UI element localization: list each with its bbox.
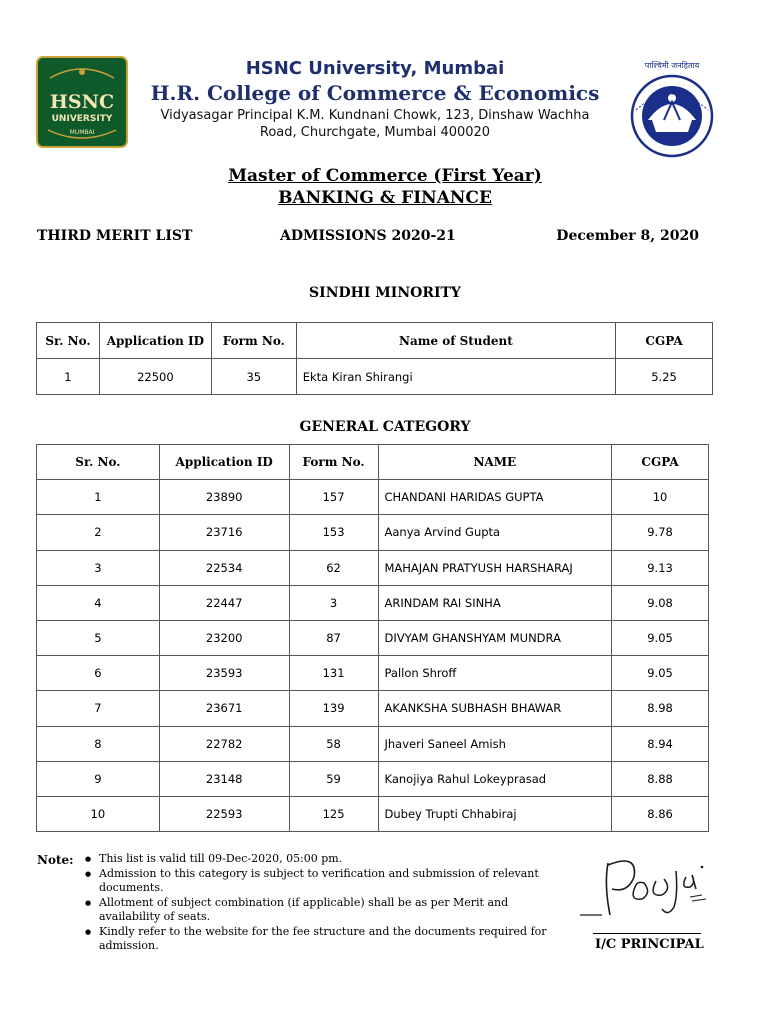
cell-form-no: 62 (289, 550, 378, 585)
cell-form-no: 139 (289, 691, 378, 726)
cell-form-no: 157 (289, 480, 378, 515)
cell-form-no: 125 (289, 796, 378, 831)
cell-name: AKANKSHA SUBHASH BHAWAR (378, 691, 612, 726)
cell-application-id: 23593 (159, 656, 289, 691)
table-header-row (37, 323, 713, 359)
cell-name: Dubey Trupti Chhabiraj (378, 796, 612, 831)
logo-university-text: UNIVERSITY (51, 114, 113, 124)
header-cgpa: CGPA (616, 323, 713, 359)
cell-name: Jhaveri Saneel Amish (378, 726, 612, 761)
table-row (37, 359, 713, 395)
cell-name: Aanya Arvind Gupta (378, 515, 612, 550)
cell-name: DIVYAM GHANSHYAM MUNDRA (378, 620, 612, 655)
principal-title: I/C PRINCIPAL (595, 937, 704, 952)
cell-application-id: 22500 (99, 359, 211, 395)
logo-mumbai-text: MUMBAI (69, 129, 95, 136)
note-item: ● This list is valid till 09-Dec-2020, 05:00 pm. (97, 852, 557, 867)
principal-signature (578, 845, 718, 925)
table-header-row (37, 445, 709, 480)
header-name: NAME (378, 445, 612, 480)
cell-sr-no: 2 (37, 515, 160, 550)
header-sr-no: Sr. No. (37, 445, 160, 480)
list-date: December 8, 2020 (556, 228, 699, 244)
notes-list (85, 852, 557, 954)
cell-form-no: 131 (289, 656, 378, 691)
cell-application-id: 23200 (159, 620, 289, 655)
cell-name: MAHAJAN PRATYUSH HARSHARAJ (378, 550, 612, 585)
table-row (37, 480, 709, 515)
cell-sr-no: 3 (37, 550, 160, 585)
cell-name: ARINDAM RAI SINHA (378, 585, 612, 620)
cell-application-id: 22534 (159, 550, 289, 585)
cell-sr-no: 5 (37, 620, 160, 655)
hsnc-university-logo (36, 56, 128, 148)
cell-name: Ekta Kiran Shirangi (296, 359, 615, 395)
header-form-no: Form No. (211, 323, 296, 359)
cell-form-no: 58 (289, 726, 378, 761)
university-name: HSNC University, Mumbai (245, 58, 505, 79)
table-row (37, 585, 709, 620)
college-name: H.R. College of Commerce & Economics (150, 81, 600, 105)
cell-sr-no: 1 (37, 359, 100, 395)
note-item: ● Kindly refer to the website for the fee structure and the documents required for admission. (97, 925, 557, 954)
note-item: ● Admission to this category is subject to verification and submission of relevant documents. (97, 867, 557, 896)
cell-sr-no: 8 (37, 726, 160, 761)
college-address (150, 107, 600, 141)
table-row (37, 726, 709, 761)
cell-application-id: 22782 (159, 726, 289, 761)
cell-form-no: 153 (289, 515, 378, 550)
cell-sr-no: 1 (37, 480, 160, 515)
header-application-id: Application ID (99, 323, 211, 359)
cell-cgpa: 9.08 (612, 585, 709, 620)
cell-name: Pallon Shroff (378, 656, 612, 691)
admissions-year: ADMISSIONS 2020-21 (280, 228, 456, 244)
cell-cgpa: 5.25 (616, 359, 713, 395)
cell-cgpa: 8.86 (612, 796, 709, 831)
cell-cgpa: 8.98 (612, 691, 709, 726)
signature-line (593, 933, 701, 934)
cell-cgpa: 9.05 (612, 620, 709, 655)
sindhi-minority-table (36, 322, 713, 395)
cell-sr-no: 10 (37, 796, 160, 831)
table-row (37, 691, 709, 726)
cell-application-id: 23890 (159, 480, 289, 515)
logo-hsnc-text: HSNC (49, 91, 115, 113)
table-row (37, 515, 709, 550)
header-sr-no: Sr. No. (37, 323, 100, 359)
cell-cgpa: 9.13 (612, 550, 709, 585)
cell-name: CHANDANI HARIDAS GUPTA (378, 480, 612, 515)
general-category-title: GENERAL CATEGORY (299, 419, 471, 435)
header-cgpa: CGPA (612, 445, 709, 480)
table-row (37, 796, 709, 831)
address-line-2: Road, Churchgate, Mumbai 400020 (259, 125, 491, 140)
cell-sr-no: 9 (37, 761, 160, 796)
note-label: Note: (37, 853, 74, 867)
cell-application-id: 22447 (159, 585, 289, 620)
hr-college-emblem (622, 58, 722, 162)
course-title: Master of Commerce (First Year) (228, 166, 542, 186)
cell-cgpa: 9.05 (612, 656, 709, 691)
cell-form-no: 87 (289, 620, 378, 655)
note-item: ● Allotment of subject combination (if applicable) shall be as per Merit and availability of seats. (97, 896, 557, 925)
address-line-1: Vidyasagar Principal K.M. Kundnani Chowk, 123, Dinshaw Wachha (160, 108, 590, 123)
cell-application-id: 23671 (159, 691, 289, 726)
table-row (37, 620, 709, 655)
cell-sr-no: 4 (37, 585, 160, 620)
cell-form-no: 3 (289, 585, 378, 620)
table-row (37, 550, 709, 585)
sindhi-minority-title: SINDHI MINORITY (309, 285, 461, 301)
cell-cgpa: 8.94 (612, 726, 709, 761)
cell-form-no: 35 (211, 359, 296, 395)
cell-application-id: 23716 (159, 515, 289, 550)
cell-sr-no: 6 (37, 656, 160, 691)
emblem-motto-text: पाश्चिमी जनहिताय (644, 61, 700, 70)
cell-cgpa: 10 (612, 480, 709, 515)
table-row (37, 761, 709, 796)
cell-form-no: 59 (289, 761, 378, 796)
cell-cgpa: 8.88 (612, 761, 709, 796)
general-category-table (36, 444, 709, 832)
cell-application-id: 23148 (159, 761, 289, 796)
header-application-id: Application ID (159, 445, 289, 480)
merit-list-name: THIRD MERIT LIST (37, 228, 193, 244)
cell-name: Kanojiya Rahul Lokeyprasad (378, 761, 612, 796)
header-name: Name of Student (296, 323, 615, 359)
cell-sr-no: 7 (37, 691, 160, 726)
cell-cgpa: 9.78 (612, 515, 709, 550)
course-subject: BANKING & FINANCE (278, 188, 492, 208)
table-row (37, 656, 709, 691)
header-form-no: Form No. (289, 445, 378, 480)
cell-application-id: 22593 (159, 796, 289, 831)
